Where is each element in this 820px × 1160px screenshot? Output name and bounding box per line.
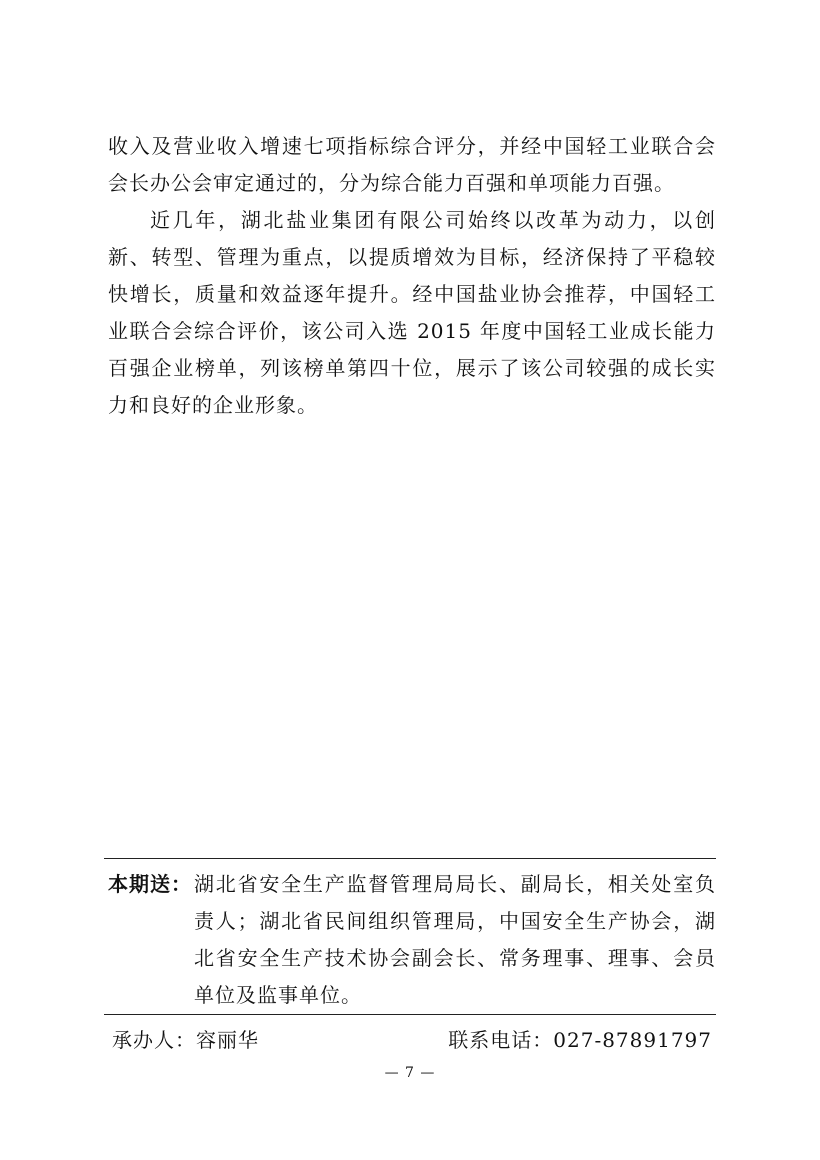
paragraph-continued: 收入及营业收入增速七项指标综合评分，并经中国轻工业联合会会长办公会审定通过的，分为综合能力百强和单项能力百强。 — [108, 134, 716, 195]
undertaker: 承办人：容丽华 — [112, 1028, 259, 1052]
contact-phone: 联系电话：027-87891797 — [448, 1028, 712, 1052]
distribution-recipients: 湖北省安全生产监督管理局局长、副局长，相关处室负责人；湖北省民间组织管理局，中国安全生产协会，湖北省安全生产技术协会副会长、常务理事、理事、会员单位及监事单位。 — [194, 872, 716, 1007]
distribution-bottom-divider — [104, 1014, 716, 1015]
distribution-block — [108, 866, 716, 1014]
distribution-top-divider — [104, 858, 716, 859]
distribution-label: 本期送： — [108, 872, 192, 896]
paragraph-company-ranking: 近几年，湖北盐业集团有限公司始终以改革为动力，以创新、转型、管理为重点，以提质增效为目标，经济保持了平稳较快增长，质量和效益逐年提升。经中国盐业协会推荐，中国轻工业联合会综合评价，该公司入选 2015 年度中国轻工业成长能力百强企业榜单，列该榜单第四十位，展示了该公司较强的成长实力和良好的企业形象。 — [108, 208, 716, 417]
page-number: — 7 — — [384, 1065, 436, 1081]
document-body — [108, 128, 716, 424]
